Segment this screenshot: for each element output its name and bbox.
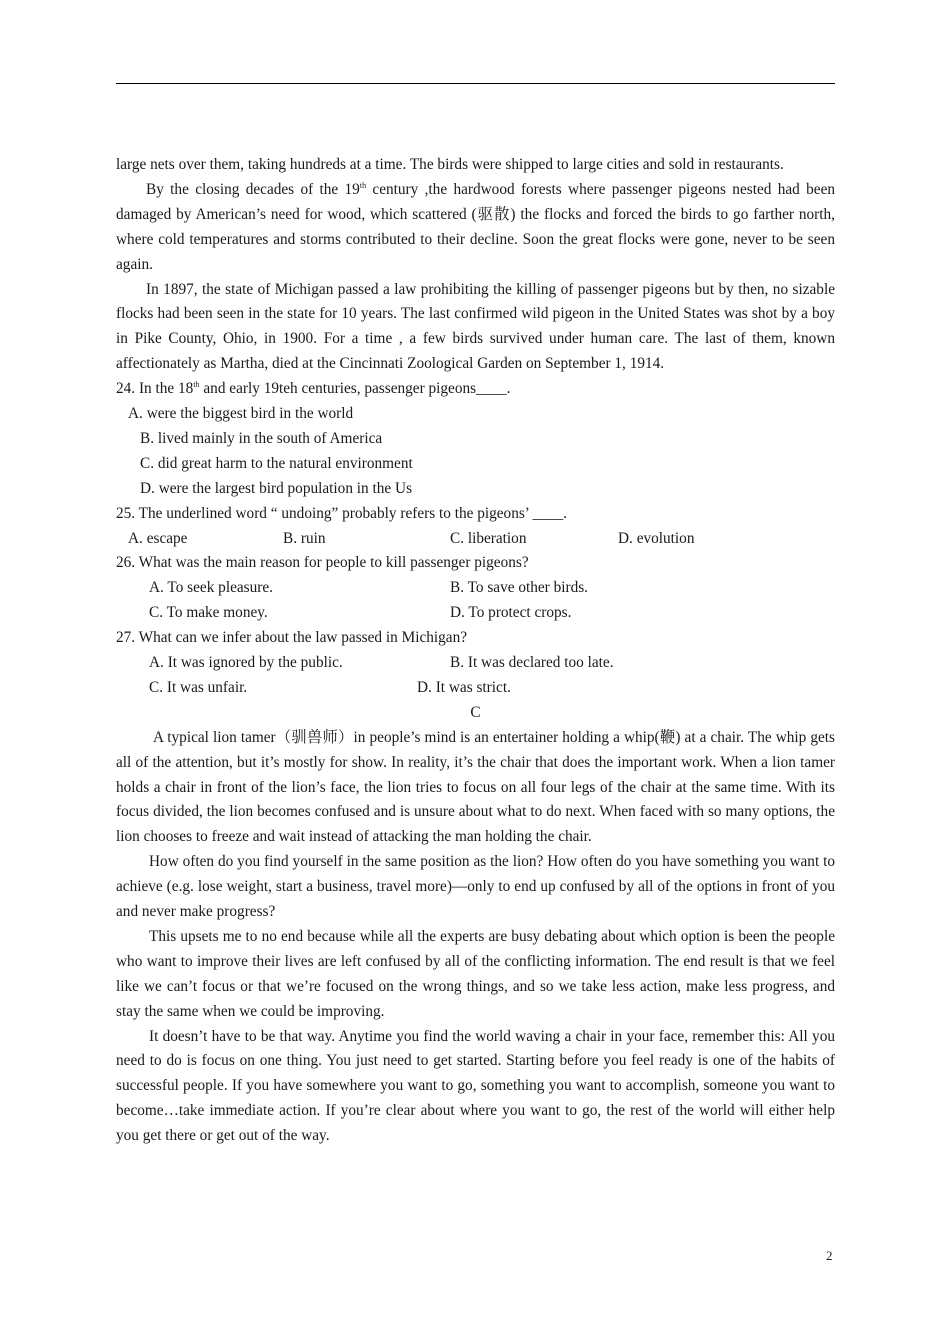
q27-option-row-2 [116,676,835,701]
q24-option-c: C. did great harm to the natural environment [140,454,413,472]
passage-b-p1-text-a: By the closing decades of the 19 [146,180,360,198]
passage-b-p1-text-b: century ,the hardwood forests where passenger pigeons nested had been damaged by American’s need for wood, which scattered (驱散) the flocks and forced the birds to go farther north, where cold temperatures and storms contributed to their decline. Soon the great flocks were gone, never to be seen again. [116,180,836,273]
q26-option-a: A. To seek pleasure. [149,579,273,597]
q24-option-row-c [116,452,835,477]
q24-option-b: B. lived mainly in the south of America [140,429,383,447]
q26-option-row-1 [116,576,835,601]
q24-stem-b: and early 19teh centuries, passenger pigeons____. [199,380,511,398]
q25-option-a: A. escape [128,529,188,547]
passage-c-paragraph-3: This upsets me to no end because while all the experts are busy debating about which option is been the people who want to improve their lives are left confused by all of the conflicting information. The end result is that we feel like we can’t focus or that we’re focused on the wrong things, and so we take less action, make less progress, and stay the same when we could be improving. [116,927,835,1020]
q24-option-row-a [116,402,835,427]
q24-option-d: D. were the largest bird population in the Us [140,479,413,497]
q24-option-a: A. were the biggest bird in the world [128,405,354,423]
q27-option-c: C. It was unfair. [149,678,248,696]
q24-option-row-b [116,427,835,452]
q25-option-b: B. ruin [283,529,326,547]
q24-option-row-d [116,477,835,502]
q24-stem-a: 24. In the 18 [116,380,194,398]
question-26-stem: 26. What was the main reason for people to kill passenger pigeons? [116,554,529,572]
q27-option-b: B. It was declared too late. [450,654,614,672]
q26-option-d: D. To protect crops. [450,604,572,622]
question-24-stem [116,377,835,402]
question-27-stem: 27. What can we infer about the law passed in Michigan? [116,629,468,647]
passage-b-paragraph-0: large nets over them, taking hundreds at a time. The birds were shipped to large cities and sold in restaurants. [116,156,784,173]
q27-option-row-1 [116,651,835,676]
passage-c-paragraph-1: A typical lion tamer（驯兽师）in people’s mind is an entertainer holding a whip(鞭) at a chair. The whip gets all of the attention, but it’s mostly for show. In reality, it’s the chair that does the important work. When a lion tamer holds a chair in front of the lion’s face, the lion tries to focus on all four legs of the chair at the same time. With its focus divided, the lion becomes confused and is unsure about what to do next. When faced with so many options, the lion chooses to freeze and wait instead of attacking the man holding the chair. [116,728,835,846]
q25-option-row [116,527,835,552]
passage-b-paragraph-1 [116,178,835,278]
header-rule [116,83,835,84]
passage-c-paragraph-4: It doesn’t have to be that way. Anytime you find the world waving a chair in your face, remember this: All you need to do is focus on one thing. You just need to get started. Starting before you feel ready is one of the habits of successful people. If you have somewhere you want to go, something you want to accomplish, someone you want to become…take immediate action. If you’re clear about where you want to go, the rest of the world will either help you get there or get out of the way. [116,1027,835,1145]
question-25-stem: 25. The underlined word “ undoing” probably refers to the pigeons’ ____. [116,504,568,522]
q26-option-row-2 [116,601,835,626]
section-heading-c: C [470,703,481,721]
q27-option-d: D. It was strict. [417,678,511,696]
page-content [116,153,835,1149]
q25-option-d: D. evolution [618,529,695,547]
passage-b-paragraph-2: In 1897, the state of Michigan passed a law prohibiting the killing of passenger pigeons but by then, no sizable flocks had been seen in the state for 10 years. The last confirmed wild pigeon in the United States was shot by a boy in Pike County, Ohio, in 1900. For a time , a few birds survived under human care. The last of them, known affectionately as Martha, died at the Cincinnati Zoological Garden on September 1, 1914. [116,280,835,373]
q26-option-c: C. To make money. [149,604,268,622]
superscript: th [359,180,367,190]
q25-option-c: C. liberation [450,529,527,547]
passage-c-paragraph-2: How often do you find yourself in the same position as the lion? How often do you have something you want to achieve (e.g. lose weight, start a business, travel more)—only to end up confused by all of the options in front of you and never make progress? [116,853,835,921]
q27-option-a: A. It was ignored by the public. [149,654,343,672]
superscript: th [193,380,200,390]
q26-option-b: B. To save other birds. [450,579,589,597]
page-number: 2 [826,1248,833,1263]
